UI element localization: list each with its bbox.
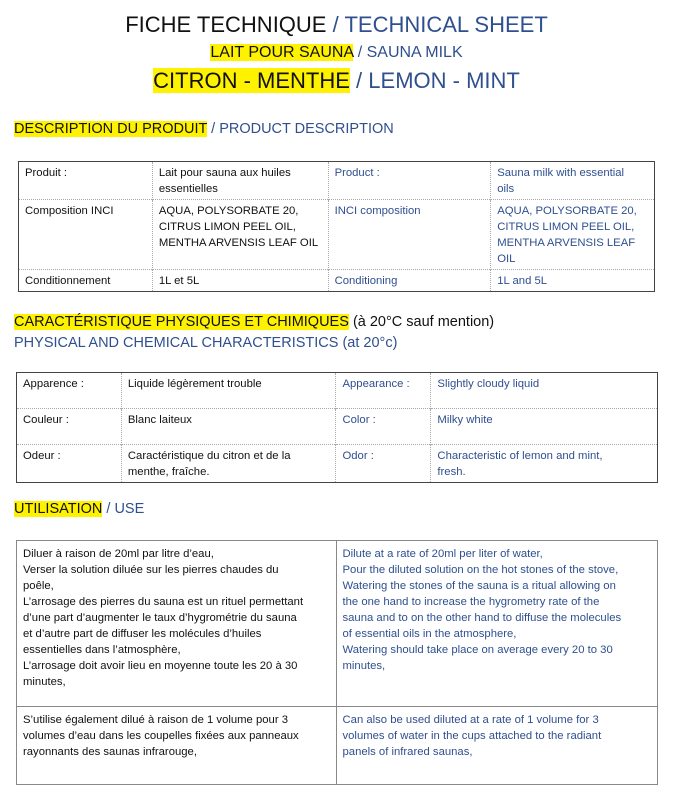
description-heading [14,120,394,138]
title-fr: FICHE TECHNIQUE [125,12,327,37]
description-value-en-line: OIL [497,253,516,265]
description-value-fr-line: AQUA, POLYSORBATE 20, [158,205,299,217]
description-value-en-line: AQUA, POLYSORBATE 20, [497,205,637,217]
usage-text-fr-line: rayonnants des saunas infrarouge, [23,746,197,758]
usage-heading [14,500,144,518]
description-value-en-line: 1L and 5L [497,275,548,287]
physical-label-fr [17,373,122,409]
usage-text-fr [17,707,337,785]
physical-label-en [336,409,431,445]
usage-text-fr-line: essentielles dans l’atmosphère, [23,644,181,656]
physical-value-fr [121,409,336,445]
description-value-en-line: MENTHA ARVENSIS LEAF [497,237,636,249]
scent-en: LEMON - MINT [368,68,520,93]
physical-table [16,372,658,483]
usage-text-en-line: of essential oils in the atmosphere, [342,628,517,640]
usage-table [16,540,658,785]
usage-text-fr-line: S’utilise également dilué à raison de 1 volume pour 3 [23,714,289,726]
usage-text-en-line: panels of infrared saunas, [342,746,473,758]
physical-heading-note: (à 20°C sauf mention) [352,314,495,330]
description-value-en-line: CITRUS LIMON PEEL OIL, [497,221,635,233]
usage-heading-en: USE [114,501,145,517]
usage-text-en-line: Pour the diluted solution on the hot stones of the stove, [342,564,619,576]
usage-text-fr-line: L’arrosage des pierres du sauna est un rituel permettant [23,596,304,608]
description-value-en [491,270,655,292]
usage-text-en-line: volumes of water in the cups attached to the radiant [342,730,602,742]
usage-text-en-line: Watering the stones of the sauna is a ritual allowing on [342,580,616,592]
description-row [19,162,655,200]
scent-separator: / [356,68,363,93]
usage-text-fr-line: volumes d’eau dans les coupelles fixées aux panneaux [23,730,299,742]
physical-heading-en: PHYSICAL AND CHEMICAL CHARACTERISTICS (at 20°c) [14,335,398,351]
description-value-en-line: oils [497,183,515,195]
usage-heading-fr: UTILISATION [14,501,103,517]
usage-row [17,541,658,707]
physical-label-en [336,445,431,483]
usage-text-fr-line: Verser la solution diluée sur les pierres chaudes du [23,564,279,576]
description-label-en [328,270,491,292]
description-label-fr-line: Conditionnement [25,275,111,287]
description-label-en-line: INCI composition [334,205,421,217]
usage-text-en [336,707,658,785]
description-label-fr [19,200,153,270]
scent-name [0,66,673,96]
physical-label-fr-line: Couleur : [23,414,69,426]
description-label-en-line: Product : [334,167,380,179]
description-label-fr-line: Composition INCI [25,205,114,217]
usage-text-fr [17,541,337,707]
physical-heading-fr: CARACTÉRISTIQUE PHYSIQUES ET CHIMIQUES [14,314,349,330]
usage-text-fr-line: Diluer à raison de 20ml par litre d’eau, [23,548,214,560]
product-separator: / [357,44,363,61]
description-value-fr-line: MENTHA ARVENSIS LEAF OIL [158,237,319,249]
usage-text-fr-line: d’une part d’augmenter le taux d’hygrométrie du sauna [23,612,297,624]
physical-value-fr-line: Caractéristique du citron et de la [127,450,291,462]
description-row [19,270,655,292]
physical-label-en-line: Odor : [342,450,374,462]
description-heading-en: PRODUCT DESCRIPTION [219,121,394,137]
physical-value-en-line: Slightly cloudy liquid [437,378,540,390]
product-en: SAUNA MILK [366,44,463,61]
physical-label-en [336,373,431,409]
physical-label-fr [17,445,122,483]
usage-text-en-line: the one hand to increase the hygrometry rate of the [342,596,600,608]
description-value-fr-line: 1L et 5L [158,275,200,287]
description-value-en [491,200,655,270]
description-value-fr-line: CITRUS LIMON PEEL OIL, [158,221,296,233]
sheet-title [0,12,673,38]
usage-text-fr-line: poêle, [23,580,54,592]
usage-row [17,707,658,785]
physical-label-en-line: Color : [342,414,376,426]
physical-value-en-line: fresh. [437,466,466,478]
description-label-fr-line: Produit : [25,167,68,179]
description-row [19,200,655,270]
usage-text-fr-line: minutes, [23,676,66,688]
description-value-en [491,162,655,200]
physical-value-en [431,409,658,445]
usage-text-fr-line: et d’autre part de diffuser les molécules d’huiles [23,628,262,640]
physical-row [17,409,658,445]
product-fr: LAIT POUR SAUNA [210,44,354,61]
physical-value-fr [121,445,336,483]
scent-fr: CITRON - MENTHE [153,68,350,93]
usage-text-en-line: Dilute at a rate of 20ml per liter of water, [342,548,543,560]
usage-text-en-line: Watering should take place on average every 20 to 30 [342,644,613,656]
usage-text-en-line: minutes, [342,660,386,672]
physical-label-fr-line: Odeur : [23,450,61,462]
physical-value-en [431,373,658,409]
physical-value-en-line: Milky white [437,414,493,426]
description-heading-fr: DESCRIPTION DU PRODUIT [14,121,208,137]
description-heading-separator: / [211,121,216,137]
physical-value-en-line: Characteristic of lemon and mint, [437,450,603,462]
physical-label-fr-line: Apparence : [23,378,84,390]
physical-value-en [431,445,658,483]
usage-text-en-line: sauna and to on the other hand to diffuse the molecules [342,612,622,624]
description-value-fr [152,270,328,292]
physical-row [17,445,658,483]
physical-row [17,373,658,409]
description-value-fr-line: essentielles [158,183,218,195]
description-label-fr [19,162,153,200]
physical-value-fr-line: menthe, fraîche. [127,466,210,478]
description-label-en [328,200,491,270]
physical-value-fr-line: Blanc laiteux [127,414,192,426]
usage-heading-separator: / [106,501,111,517]
description-table [18,161,655,292]
title-separator: / [332,12,339,37]
description-label-en-line: Conditioning [334,275,398,287]
physical-value-fr [121,373,336,409]
physical-value-fr-line: Liquide légèrement trouble [127,378,262,390]
usage-text-en-line: Can also be used diluted at a rate of 1 volume for 3 [342,714,599,726]
usage-text-en [336,541,658,707]
title-en: TECHNICAL SHEET [344,12,548,37]
description-value-fr-line: Lait pour sauna aux huiles [158,167,291,179]
physical-label-en-line: Appearance : [342,378,410,390]
description-label-en [328,162,491,200]
description-value-fr [152,200,328,270]
physical-heading [14,313,494,331]
product-name [0,42,673,64]
description-value-fr [152,162,328,200]
physical-label-fr [17,409,122,445]
usage-text-fr-line: L’arrosage doit avoir lieu en moyenne toute les 20 à 30 [23,660,298,672]
description-label-fr [19,270,153,292]
description-value-en-line: Sauna milk with essential [497,167,625,179]
